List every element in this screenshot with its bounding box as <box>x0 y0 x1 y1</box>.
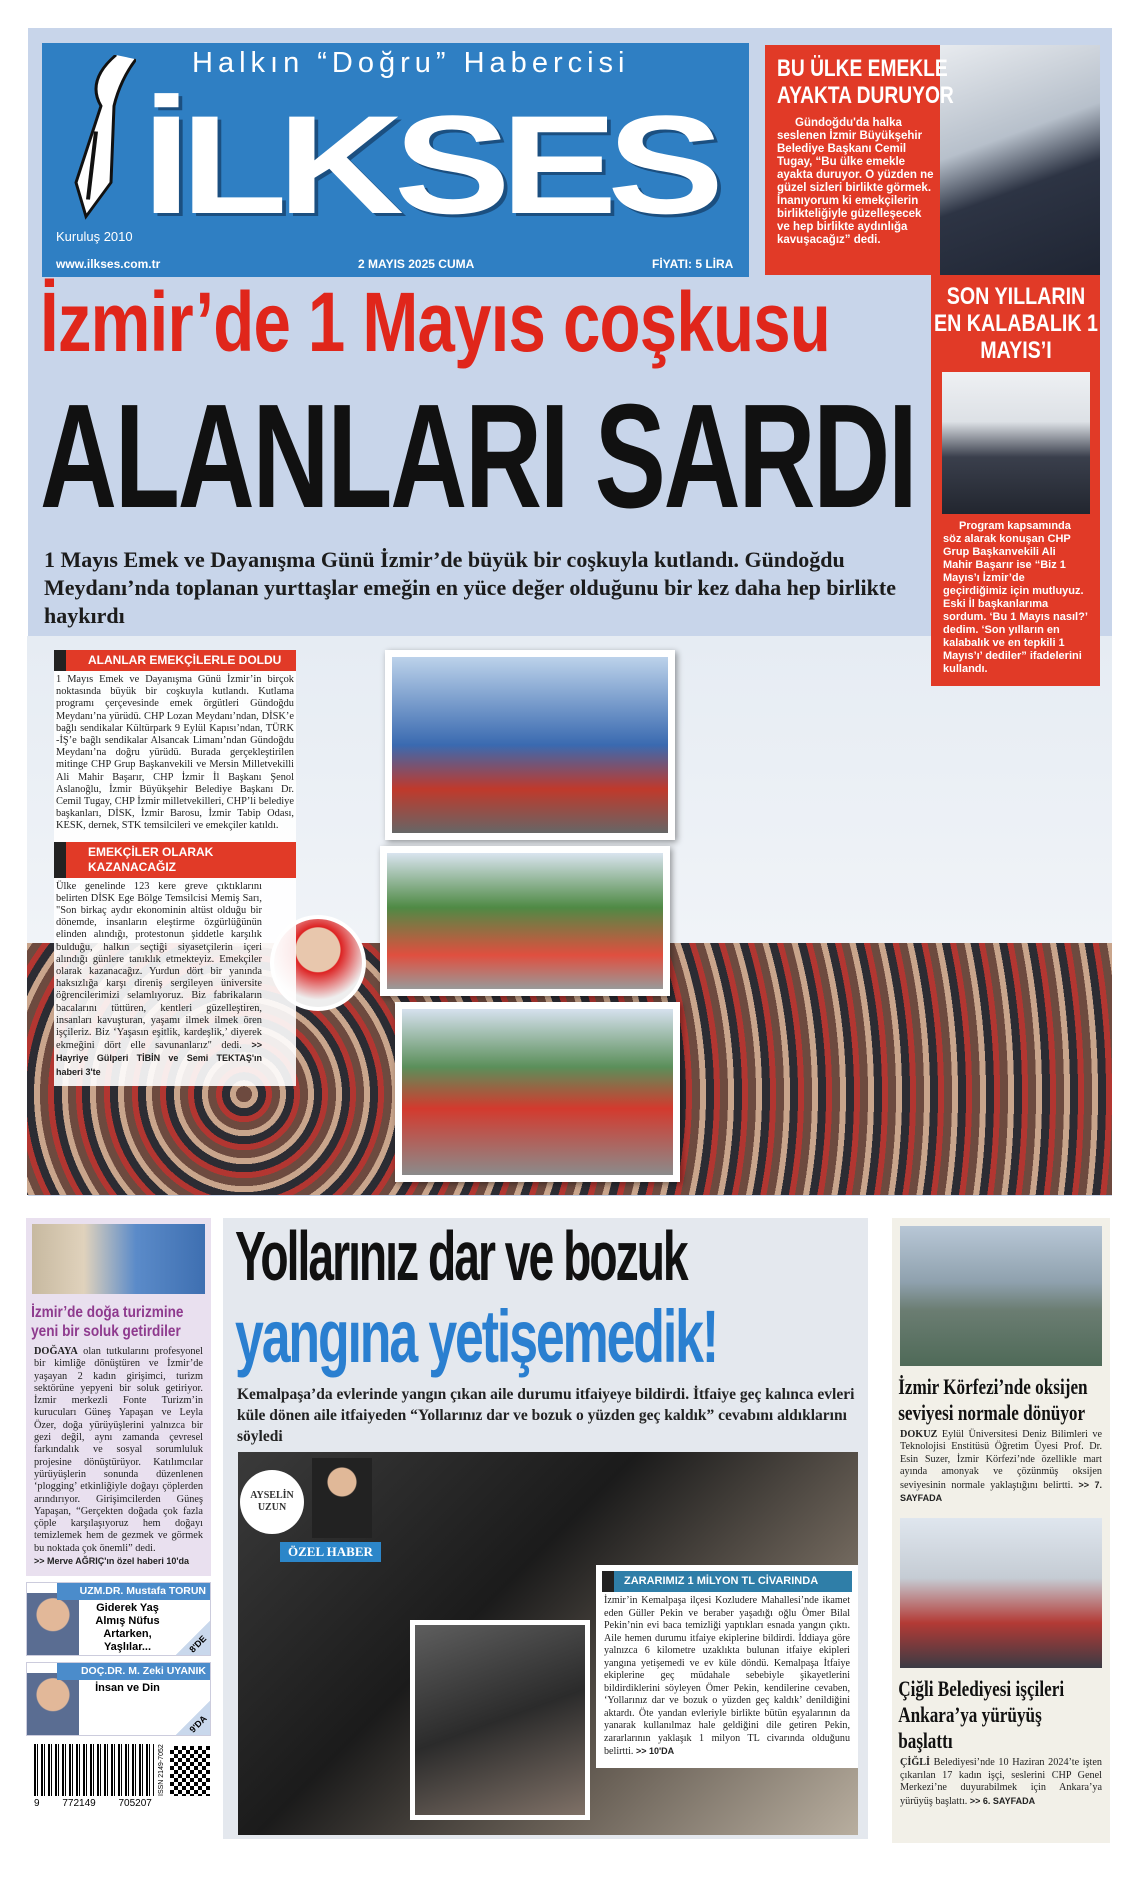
lead-word: DOKUZ <box>900 1429 938 1440</box>
fire-story-body <box>602 1592 852 1762</box>
section-heading: EMEKÇİLER OLARAK KAZANACAĞIZ <box>54 842 296 878</box>
body-text: İzmir’in Kemalpaşa ilçesi Kozludere Mahallesi’nde ikamet eden Güller Pekin ve beraber yaşadığı oğlu Ömer Bilal Pekin’nin evi baca temizliği yaptıkları esnada yangın çıktı. Aile hemen durumu itfaiye ekiplerine bildirdi. İddiaya göre yalnızca 6 kilometre uzaklıkta bulunan itfaiye ekipleri yangına yetişemedi ve ev küle döndü. Kemalpaşa İtfaiye ekiplerine geç müdahale sebebiyle şikayetlerini bildirdiklerini söyleyen Ömer Pekin, kendilerine cevaben, ‘Yollarınız dar ve bozuk o yüzden geç kaldık’ denildiğini aktardı. Öte yandan evleriyle birlikte bütün eşyalarının da yanarak kullanılmaz hale geldiğini dile getiren Pekin, zararlarının yaklaşık 1 milyon TL civarında olduğunu belirtti. <box>604 1595 850 1757</box>
bay-story-body <box>892 1426 1110 1508</box>
speaker-photo <box>942 372 1090 514</box>
side-story-body: Program kapsamında söz alarak konuşan CHP Grup Başkanvekili Ali Mahir Başarır ise “Biz 1 Mayıs’ı İzmir’de geçirdiğimiz için mutluyuz. Eski İl başkanlarıma sordum. ‘Bu 1 Mayıs nasıl?’ dedim. ‘Son yılların en kalabalık ve en tepkili 1 Mayıs’ı’ dediler” ifadelerini kullandı. <box>943 520 1088 675</box>
pen-nib-logo-icon <box>56 55 136 225</box>
bay-story-title[interactable]: İzmir Körfezi’nde oksijen seviyesi normale dönüyor <box>898 1374 1088 1425</box>
side-story-box[interactable] <box>931 275 1100 686</box>
section-text: Ülke genelinde 123 kere greve çıktıklarını belirten DİSK Ege Bölge Temsilcisi Memiş Sarı, "Son birkaç aydır ekonominin altüst olduğu bir dönemde, insanların eleştirme özgürlüğünün elinden alındığı, protestonun şiddetle karşılık bulduğu, halkın seçtiği siyasetçilerin içeri alındığı günlere tanıklık etmekteyiz. Emekçiler olarak kazanacağız. Yurdun dört bir yanında haksızlığa karşı direniş sergileyen üniversite öğrencilerimizi selamlıyoruz. Biz fabrikaların bacalarını tüttüren, kentleri güzelleştiren, insanları kavuşturan, yaşamı ilmek ilmek ören işçileriz. Biz ‘Yaşasın eşitlik, kardeşlik,’ diyerek ekmeğini dört elle savunanlarız" dedi. <box>56 880 262 1052</box>
main-headline-line-1[interactable]: İzmir’de 1 Mayıs coşkusu <box>40 275 831 369</box>
page-ref <box>176 1621 210 1655</box>
side-story-title: SON YILLARIN EN KALABALIK 1 MAYIS’I <box>933 283 1098 364</box>
main-subhead: 1 Mayıs Emek ve Dayanışma Günü İzmir’de büyük bir coşkuyla kutlandı. Gündoğdu Meydanı’nda toplanan yurttaşlar emeğin en yüce değer olduğunu bir kez daha hep birlikte haykırdı <box>44 547 896 628</box>
top-story-body: Gündoğdu'da halka seslenen İzmir Büyükşehir Belediye Başkanı Cemil Tugay, “Bu ülke emekle ayakta duruyor. O yüzden ne güzel sizleri birlikte görmek. İnanıyorum ki emekçilerin birlikteliğiyle güzelleşecek ve hep birlikte aydınlığa kavuşacağız” dedi. <box>777 117 934 246</box>
workers-march-photo <box>900 1518 1102 1668</box>
continued-reference[interactable]: >> 10'DA <box>635 1746 675 1756</box>
collage-photo-3 <box>395 1002 680 1182</box>
collage-photo-1 <box>385 650 675 840</box>
newspaper-logo: İLKSES <box>142 86 715 243</box>
column-title: İnsan ve Din <box>95 1682 160 1695</box>
body-text: Belediyesi’nde 10 Haziran 2024’te işten çıkarılan 17 kadın işçi, seslerini CHP Genel Merkezi’ne duyurabilmek için Ankara’ya yürüyüş başlattı. <box>900 1757 1102 1807</box>
fire-subhead: Kemalpaşa’da evlerinde yangın çıkan aile durumu itfaiyeye bildirdi. İtfaiye geç kalınca evleri küle dönen aile itfaiyeden “Yollarınız dar ve bozuk o yüzden geç kaldık” cevabını aldıklarını söyledi <box>237 1386 855 1445</box>
column-author: UZM.DR. Mustafa TORUN <box>57 1583 210 1600</box>
website-link[interactable]: www.ilkses.com.tr <box>56 257 161 271</box>
fire-headline-line-2[interactable]: yangına yetişemedik! <box>235 1295 717 1378</box>
top-story-box[interactable] <box>765 45 1100 275</box>
founded-year: Kuruluş 2010 <box>56 229 133 244</box>
page-number: 9'DA <box>187 1713 209 1736</box>
column-link[interactable] <box>26 1582 211 1656</box>
barcode-number: 9 772149 705207 <box>34 1798 152 1810</box>
nature-story[interactable] <box>26 1218 211 1576</box>
lead-word: DOĞAYA <box>34 1346 78 1357</box>
main-story-column <box>54 650 296 1086</box>
entrepreneurs-photo <box>32 1224 205 1294</box>
price: FİYATI: 5 LİRA <box>652 257 734 271</box>
continued-reference[interactable]: >> 7. SAYFADA <box>900 1479 1102 1504</box>
nature-story-body <box>26 1344 211 1570</box>
reporter-photo <box>312 1458 372 1538</box>
continued-reference[interactable]: >> Hayriye Gülperi TİBİN ve Semi TEKTAŞ'ın haberi 3'te <box>56 1040 262 1077</box>
top-story-title: BU ÜLKE EMEKLE AYAKTA DURUYOR <box>777 55 954 109</box>
author-photo <box>27 1593 79 1655</box>
fire-story-box <box>596 1565 858 1768</box>
cigli-story-body <box>892 1754 1110 1811</box>
left-column <box>26 1218 211 1814</box>
reporter-name: AYSELİN UZUN <box>240 1470 304 1534</box>
victim-photo <box>410 1620 590 1820</box>
page-ref <box>176 1701 210 1735</box>
nature-story-title: İzmir’de doğa turizmine yeni bir soluk getirdiler <box>31 1304 184 1340</box>
qr-code[interactable] <box>170 1746 210 1796</box>
section-body <box>54 878 264 1082</box>
main-headline-line-2[interactable]: ALANLARI SARDI <box>40 374 916 539</box>
column-link[interactable] <box>26 1662 211 1736</box>
bay-photo <box>900 1226 1102 1366</box>
fire-box-title: ZARARIMIZ 1 MİLYON TL CİVARINDA <box>602 1571 852 1592</box>
continued-reference[interactable]: >> 6. SAYFADA <box>969 1795 1036 1806</box>
body-text: olan tutkularını profesyonel bir kimliğe dönüştüren ve İzmir’de yaşayan 2 kadın girişimci, turizm sektörüne yepyeni bir soluk getiriyor. İzmir merkezli Fonte Turizm’in kurucuları Güneş Yapaşan ve Leyla Özer, doğa yürüyüşlerini yalnızca bir gezi değil, aynı zamanda çevresel farkındalık ve sosyal sorumluluk projesine dönüştürüyor. Katılımcılar yürüyüşlerin sonunda düzenlenen ‘plogging’ etkinliğiyle doğayı çöplerden arındırıyor. Girişimcilerden Güneş Yapaşan, “Gerçekten doğada çok fazla çöple karşılaşıyoruz hem doğayı temizlemek hem de gezmek ve görmek bu noktada çok önemli” dedi. <box>34 1346 203 1554</box>
issue-date: 2 MAYIS 2025 CUMA <box>358 257 475 271</box>
section-heading: ALANLAR EMEKÇİLERLE DOLDU <box>54 650 296 671</box>
section-body: 1 Mayıs Emek ve Dayanışma Günü İzmir’in birçok noktasında büyük bir coşkuyla kutlandı. Kutlama programı çerçevesinde emek örgütleri Gündoğdu Meydanı’na yürüdü. CHP Lozan Meydanı’ndan, DİSK’e bağlı sendikalar Kültürpark 9 Eylül Kapısı’ndan, TÜRK -İŞ’e bağlı sendikalar Alsancak Limanı’ndan Gündoğdu Meydanı’na doğru yürüdü. Burada gerçekleştirilen mitinge CHP Grup Başkanvekili ve Mersin Milletvekilli Ali Mahir Başarır, CHP İzmir İl Başkanı Şenol Aslanoğlu, İzmir Büyükşehir Belediye Başkanı Dr. Cemil Tugay, CHP İzmir milletvekilleri, CHP’li belediye başkanları, DİSK, İzmir Barosu, İzmir Tabip Odası, KESK, dernek, STK temsilcileri ve emekçiler katıldı. <box>56 674 294 832</box>
author-photo <box>27 1673 79 1735</box>
cigli-story-title[interactable]: Çiğli Belediyesi işçileri Ankara’ya yürüyüş başlattı <box>898 1676 1065 1754</box>
masthead <box>42 43 749 277</box>
column-title: Giderek Yaş Almış Nüfus Artarken, Yaşlılar... <box>95 1602 160 1654</box>
masthead-slogan: Halkın “Doğru” Habercisi <box>192 47 630 79</box>
collage-photo-2 <box>380 846 670 996</box>
lead-word: ÇİĞLİ <box>900 1757 931 1769</box>
issn: ISSN 2149-7052 <box>158 1744 165 1797</box>
exclusive-badge: ÖZEL HABER <box>280 1542 381 1562</box>
page-number: 8'DE <box>187 1633 209 1655</box>
barcode-area <box>26 1742 211 1814</box>
fire-headline-line-1[interactable]: Yollarınız dar ve bozuk <box>235 1217 687 1295</box>
continued-reference[interactable]: >> Merve AĞRIÇ'ın özel haberi 10'da <box>34 1556 189 1567</box>
body-text: Eylül Üniversitesi Deniz Bilimleri ve Teknolojisi Enstitüsü Öğretim Üyesi Prof. Dr. Esin Suzer, İzmir Körfezi’nde özellikle mart ayında amonyak ve çözünmüş oksijen seviyesinin normale yaklaştığını belirtti. <box>900 1429 1102 1491</box>
column-author: DOÇ.DR. M. Zeki UYANIK <box>57 1663 210 1680</box>
barcode <box>34 1744 154 1796</box>
right-column <box>892 1218 1110 1843</box>
